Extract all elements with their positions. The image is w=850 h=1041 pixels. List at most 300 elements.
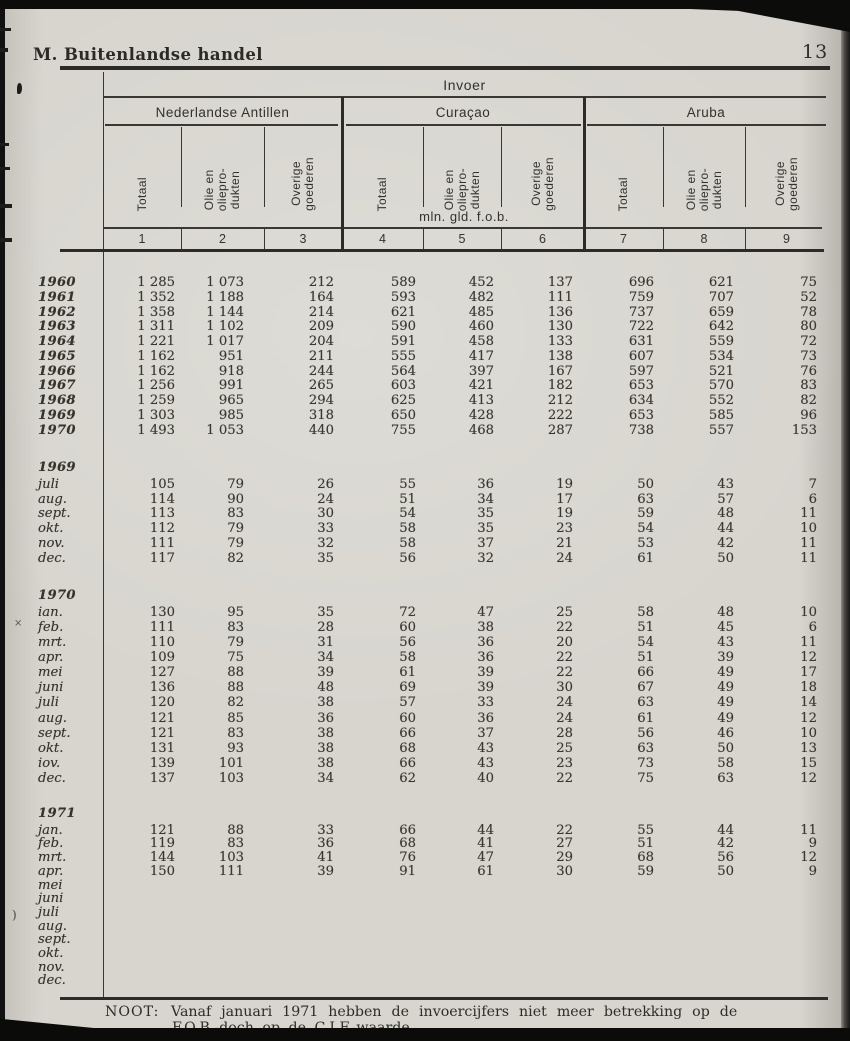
value-cell: 36	[317, 836, 334, 852]
value-cell: 534	[708, 348, 734, 364]
value-cell: 212	[308, 275, 334, 290]
value-cell: 11	[800, 635, 817, 651]
value-cell: 26	[317, 476, 334, 492]
value-cell: 621	[390, 304, 416, 320]
value-cell: 66	[637, 665, 654, 681]
table-row	[36, 506, 828, 521]
table-row	[36, 960, 828, 974]
column-header-label: Totaal	[134, 176, 149, 211]
table-section	[36, 275, 828, 437]
value-cell: 133	[547, 334, 573, 349]
page-number: 13	[802, 41, 829, 63]
value-cell: 43	[717, 635, 734, 651]
value-cell: 1 053	[206, 422, 244, 438]
row-label: aug.	[38, 918, 67, 934]
row-label: sept.	[38, 506, 71, 522]
value-cell: 153	[791, 422, 817, 438]
row-label: ian.	[38, 604, 63, 620]
value-cell: 28	[556, 725, 573, 741]
value-cell: 167	[547, 363, 573, 379]
value-cell: 37	[477, 535, 494, 551]
table-row	[36, 378, 828, 393]
value-cell: 55	[399, 476, 416, 492]
table-row	[36, 919, 828, 933]
value-cell: 59	[637, 506, 654, 522]
value-cell: 12	[800, 850, 817, 866]
value-cell: 58	[399, 521, 416, 537]
value-cell: 1 073	[206, 275, 244, 290]
scan-bottom-edge	[0, 1028, 850, 1041]
value-cell: 593	[390, 289, 416, 305]
value-cell: 642	[708, 319, 734, 335]
table-row	[36, 477, 828, 492]
group-underline	[105, 124, 338, 126]
value-cell: 79	[227, 476, 244, 492]
table-row	[36, 334, 828, 349]
scan-mark	[17, 83, 22, 94]
value-cell: 88	[227, 665, 244, 681]
row-label: juli	[38, 904, 60, 920]
value-cell: 75	[637, 770, 654, 786]
value-cell: 707	[708, 289, 734, 305]
value-cell: 137	[547, 275, 573, 290]
value-cell: 36	[477, 476, 494, 492]
value-cell: 552	[708, 393, 734, 408]
value-cell: 36	[317, 710, 334, 726]
value-cell: 34	[317, 650, 334, 666]
value-cell: 144	[149, 850, 175, 866]
row-label: nov.	[38, 959, 65, 975]
value-cell: 32	[317, 535, 334, 551]
value-cell: 204	[308, 334, 334, 349]
row-label: feb.	[38, 836, 64, 852]
value-cell: 136	[149, 680, 175, 696]
value-cell: 82	[800, 393, 817, 408]
group-header-nederlandse-antillen: Nederlandse Antillen	[155, 104, 290, 120]
value-cell: 23	[556, 755, 573, 771]
table-row	[36, 946, 828, 960]
table-row	[36, 823, 828, 837]
column-header-label: Totaal	[616, 176, 630, 211]
value-cell: 294	[308, 393, 334, 408]
value-cell: 35	[317, 604, 334, 620]
value-cell: 55	[637, 822, 654, 838]
value-cell: 111	[547, 289, 573, 305]
value-cell: 83	[227, 619, 244, 635]
value-cell: 117	[149, 550, 175, 566]
value-cell: 138	[547, 348, 573, 364]
row-label: sept.	[38, 725, 71, 741]
value-cell: 35	[477, 521, 494, 537]
value-cell: 570	[708, 378, 734, 394]
value-cell: 49	[717, 665, 734, 681]
row-label: dec.	[38, 973, 66, 989]
value-cell: 10	[800, 725, 817, 741]
column-number: 5	[458, 232, 466, 246]
column-number: 6	[539, 232, 546, 246]
value-cell: 35	[477, 506, 494, 522]
row-label: juli	[38, 695, 60, 711]
value-cell: 659	[708, 304, 734, 320]
row-label: 1970	[38, 422, 76, 438]
table-row	[36, 932, 828, 946]
value-cell: 1 256	[137, 378, 175, 394]
row-label: mrt.	[38, 635, 67, 651]
value-cell: 38	[317, 740, 334, 756]
table-row	[36, 408, 828, 423]
value-cell: 63	[637, 740, 654, 756]
value-cell: 421	[468, 378, 494, 394]
table-row	[36, 864, 828, 878]
value-cell: 48	[717, 506, 734, 522]
value-cell: 28	[317, 619, 334, 635]
row-label: mei	[38, 665, 63, 681]
value-cell: 564	[390, 363, 416, 379]
value-cell: 139	[149, 755, 175, 771]
value-cell: 440	[308, 422, 334, 438]
value-cell: 40	[477, 770, 494, 786]
value-cell: 14	[800, 695, 817, 711]
value-cell: 621	[708, 275, 734, 290]
scan-mark: ×	[14, 618, 23, 629]
value-cell: 37	[477, 725, 494, 741]
column-header-label: Overige goederen	[289, 157, 316, 211]
column-header	[501, 127, 584, 211]
value-cell: 11	[800, 535, 817, 551]
value-cell: 650	[390, 407, 416, 423]
value-cell: 73	[637, 755, 654, 771]
value-cell: 44	[717, 521, 734, 537]
value-cell: 41	[477, 836, 494, 852]
value-cell: 95	[227, 604, 244, 620]
value-cell: 49	[717, 680, 734, 696]
table-row	[36, 680, 828, 695]
value-cell: 83	[227, 506, 244, 522]
value-cell: 79	[227, 535, 244, 551]
value-cell: 58	[637, 604, 654, 620]
value-cell: 67	[637, 680, 654, 696]
value-cell: 460	[468, 319, 494, 335]
value-cell: 30	[317, 506, 334, 522]
value-cell: 1 311	[137, 319, 175, 335]
value-cell: 30	[556, 680, 573, 696]
scan-mark	[0, 143, 9, 146]
row-label: 1966	[38, 363, 76, 379]
value-cell: 991	[218, 378, 244, 394]
table-row	[36, 492, 828, 507]
colnum-underline	[60, 249, 824, 252]
value-cell: 11	[800, 550, 817, 566]
group-underline	[587, 124, 826, 126]
value-cell: 1 259	[137, 393, 175, 408]
table-row	[36, 349, 828, 364]
row-label: 1968	[38, 393, 76, 408]
table-row	[36, 891, 828, 905]
table-row	[36, 275, 828, 290]
value-cell: 63	[717, 770, 734, 786]
table-row	[36, 695, 828, 710]
value-cell: 130	[547, 319, 573, 335]
value-cell: 42	[717, 535, 734, 551]
value-cell: 555	[390, 348, 416, 364]
scan-mark	[0, 48, 8, 52]
value-cell: 150	[149, 863, 175, 879]
value-cell: 58	[399, 535, 416, 551]
value-cell: 47	[477, 850, 494, 866]
value-cell: 755	[390, 422, 416, 438]
column-number: 7	[620, 232, 627, 246]
value-cell: 75	[800, 275, 817, 290]
table-row	[36, 973, 828, 987]
value-cell: 1 358	[137, 304, 175, 320]
table-row	[36, 605, 828, 620]
column-header-label: Totaal	[375, 176, 389, 211]
value-cell: 9	[808, 863, 817, 879]
table-row	[36, 536, 828, 551]
value-cell: 182	[547, 378, 573, 394]
value-cell: 13	[800, 740, 817, 756]
value-cell: 22	[556, 650, 573, 666]
value-cell: 50	[717, 863, 734, 879]
value-cell: 60	[399, 710, 416, 726]
value-cell: 428	[468, 407, 494, 423]
scan-mark	[0, 167, 10, 170]
value-cell: 36	[477, 710, 494, 726]
row-label: apr.	[38, 863, 64, 879]
table-row	[36, 665, 828, 680]
value-cell: 12	[800, 770, 817, 786]
value-cell: 22	[556, 665, 573, 681]
row-label: 1967	[38, 378, 76, 394]
value-cell: 73	[800, 348, 817, 364]
value-cell: 52	[800, 289, 817, 305]
group-underline	[346, 124, 581, 126]
value-cell: 33	[317, 822, 334, 838]
value-cell: 597	[628, 363, 654, 379]
row-label: 1965	[38, 348, 76, 364]
value-cell: 121	[149, 822, 175, 838]
value-cell: 76	[399, 850, 416, 866]
table-row	[36, 710, 828, 725]
value-cell: 468	[468, 422, 494, 438]
row-label: juli	[38, 476, 60, 492]
value-cell: 631	[628, 334, 654, 349]
table-row	[36, 741, 828, 756]
value-cell: 722	[628, 319, 654, 335]
value-cell: 51	[637, 836, 654, 852]
value-cell: 83	[227, 836, 244, 852]
value-cell: 36	[477, 650, 494, 666]
value-cell: 287	[547, 422, 573, 438]
value-cell: 56	[399, 635, 416, 651]
row-label: okt.	[38, 521, 64, 537]
column-number: 4	[379, 232, 386, 246]
value-cell: 93	[227, 740, 244, 756]
value-cell: 38	[317, 695, 334, 711]
value-cell: 521	[708, 363, 734, 379]
value-cell: 85	[227, 710, 244, 726]
value-cell: 61	[637, 550, 654, 566]
value-cell: 212	[547, 393, 573, 408]
value-cell: 22	[556, 822, 573, 838]
value-cell: 43	[477, 755, 494, 771]
value-cell: 265	[308, 378, 334, 394]
value-cell: 9	[808, 836, 817, 852]
value-cell: 34	[477, 491, 494, 507]
value-cell: 485	[468, 304, 494, 320]
value-cell: 61	[399, 665, 416, 681]
row-label: sept.	[38, 932, 71, 948]
value-cell: 759	[628, 289, 654, 305]
scan-corner-top-right	[690, 0, 850, 32]
table-row	[36, 726, 828, 741]
value-cell: 101	[218, 755, 244, 771]
value-cell: 17	[556, 491, 573, 507]
value-cell: 12	[800, 710, 817, 726]
value-cell: 49	[717, 710, 734, 726]
value-cell: 51	[637, 619, 654, 635]
value-cell: 24	[317, 491, 334, 507]
value-cell: 136	[547, 304, 573, 320]
value-cell: 58	[399, 650, 416, 666]
value-cell: 417	[468, 348, 494, 364]
value-cell: 80	[800, 319, 817, 335]
column-header-label: Olie en oliepro- dukten	[441, 167, 482, 211]
value-cell: 1 144	[206, 304, 244, 320]
value-cell: 27	[556, 836, 573, 852]
row-label: apr.	[38, 650, 64, 666]
value-cell: 54	[637, 521, 654, 537]
scan-right-edge	[841, 0, 850, 1041]
value-cell: 625	[390, 393, 416, 408]
value-cell: 557	[708, 422, 734, 438]
column-header	[745, 127, 828, 211]
year-label: 1969	[38, 460, 76, 475]
footnote-text: Vanaf januari 1971 hebben de invoercijfers niet meer betrekking op de	[171, 1004, 738, 1020]
value-cell: 24	[556, 550, 573, 566]
value-cell: 109	[149, 650, 175, 666]
column-header	[264, 127, 342, 211]
row-label: 1962	[38, 304, 76, 320]
value-cell: 15	[800, 755, 817, 771]
value-cell: 585	[708, 407, 734, 423]
value-cell: 54	[399, 506, 416, 522]
value-cell: 69	[399, 680, 416, 696]
value-cell: 44	[717, 822, 734, 838]
value-cell: 738	[628, 422, 654, 438]
value-cell: 61	[637, 710, 654, 726]
value-cell: 39	[317, 863, 334, 879]
unit-underline	[103, 227, 822, 229]
row-label: juni	[38, 891, 64, 907]
value-cell: 72	[399, 604, 416, 620]
value-cell: 452	[468, 275, 494, 290]
table-row	[36, 650, 828, 665]
table-title: Invoer	[443, 77, 486, 93]
value-cell: 41	[317, 850, 334, 866]
row-label: 1964	[38, 334, 76, 349]
value-cell: 36	[477, 635, 494, 651]
value-cell: 45	[717, 619, 734, 635]
value-cell: 63	[637, 491, 654, 507]
table-row	[36, 551, 828, 566]
value-cell: 603	[390, 378, 416, 394]
value-cell: 209	[308, 319, 334, 335]
value-cell: 90	[227, 491, 244, 507]
value-cell: 131	[149, 740, 175, 756]
value-cell: 61	[477, 863, 494, 879]
value-cell: 68	[399, 740, 416, 756]
row-label: juni	[38, 680, 64, 696]
value-cell: 137	[149, 770, 175, 786]
value-cell: 79	[227, 635, 244, 651]
value-cell: 88	[227, 822, 244, 838]
value-cell: 18	[800, 680, 817, 696]
row-label: 1969	[38, 407, 76, 423]
value-cell: 30	[556, 863, 573, 879]
value-cell: 23	[556, 521, 573, 537]
value-cell: 113	[149, 506, 175, 522]
value-cell: 222	[547, 407, 573, 423]
value-cell: 62	[399, 770, 416, 786]
value-cell: 458	[468, 334, 494, 349]
value-cell: 737	[628, 304, 654, 320]
value-cell: 985	[218, 407, 244, 423]
value-cell: 130	[149, 604, 175, 620]
row-label: okt.	[38, 740, 64, 756]
table-row	[36, 850, 828, 864]
row-label: 1960	[38, 275, 76, 290]
value-cell: 22	[556, 770, 573, 786]
value-cell: 25	[556, 604, 573, 620]
value-cell: 951	[218, 348, 244, 364]
value-cell: 607	[628, 348, 654, 364]
row-label: mrt.	[38, 850, 67, 866]
value-cell: 82	[227, 695, 244, 711]
value-cell: 38	[317, 755, 334, 771]
unit-label: mln. gld. f.o.b.	[419, 209, 509, 224]
value-cell: 39	[717, 650, 734, 666]
table-row	[36, 905, 828, 919]
scan-mark	[0, 238, 12, 242]
header-rule	[60, 66, 830, 70]
value-cell: 1 303	[137, 407, 175, 423]
value-cell: 105	[149, 476, 175, 492]
page-title: M. Buitenlandse handel	[33, 45, 263, 64]
footnote	[105, 1004, 825, 1020]
value-cell: 83	[800, 378, 817, 394]
column-number: 9	[783, 232, 790, 246]
column-header	[663, 127, 745, 211]
value-cell: 48	[717, 604, 734, 620]
value-cell: 56	[637, 725, 654, 741]
value-cell: 24	[556, 695, 573, 711]
value-cell: 56	[399, 550, 416, 566]
column-header	[584, 127, 663, 211]
value-cell: 48	[317, 680, 334, 696]
column-number: 3	[299, 232, 307, 246]
value-cell: 10	[800, 521, 817, 537]
value-cell: 111	[218, 863, 244, 879]
value-cell: 38	[477, 619, 494, 635]
value-cell: 91	[399, 863, 416, 879]
value-cell: 49	[717, 695, 734, 711]
value-cell: 53	[637, 535, 654, 551]
value-cell: 79	[227, 521, 244, 537]
value-cell: 59	[637, 863, 654, 879]
value-cell: 1 285	[137, 275, 175, 290]
value-cell: 50	[717, 550, 734, 566]
